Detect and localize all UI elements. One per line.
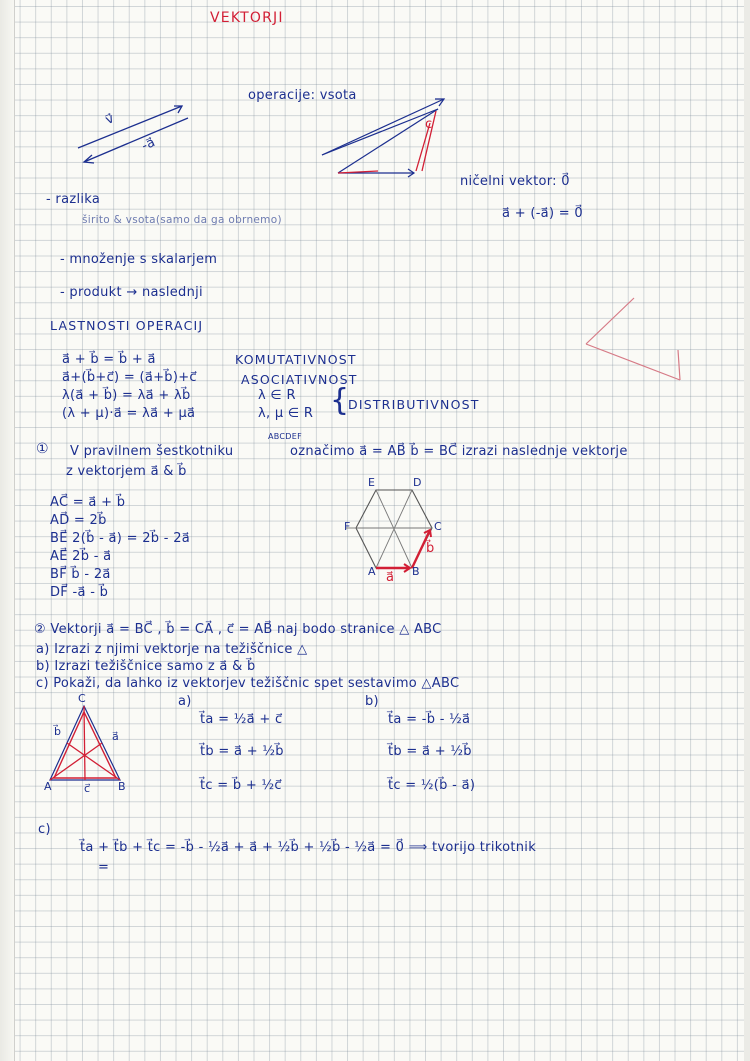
right-edge: [744, 0, 750, 1061]
exercise1-text-a: V pravilnem šestkotniku: [70, 444, 234, 459]
conclusion-equals-mark: =: [98, 860, 110, 875]
exercise1-answer-5: BF⃗ b⃗ - 2a⃗: [50, 567, 111, 582]
triangle-vector-a: a⃗: [112, 730, 120, 743]
vector-label-v: v⃗: [103, 111, 117, 128]
column-b-eq-1: t⃗a = -b⃗ - ½a⃗: [388, 712, 471, 727]
vector-sketch: [70, 100, 200, 170]
conclusion-equation: t⃗a + t⃗b + t⃗c = -b⃗ - ½a⃗ + a⃗ + ½b⃗ + ½b⃗ - ½a⃗ = 0⃗ ⟹ tvorijo trikotnik: [80, 840, 537, 855]
hexagon-label-a: A: [368, 565, 376, 578]
triangle-label-b: B: [118, 780, 126, 793]
hexagon-label-c: C: [434, 520, 442, 533]
hexagon-figure: [346, 478, 456, 588]
property-row-1-name: KOMUTATIVNOST: [235, 352, 357, 367]
exercise1-text-b: označimo a⃗ = AB⃗ b⃗ = BC⃗ izrazi naslednje vektorje: [290, 444, 628, 459]
properties-heading: LASTNOSTI OPERACIJ: [50, 318, 204, 333]
property-row-4-formula: (λ + μ)·a⃗ = λa⃗ + μa⃗: [62, 406, 196, 421]
exercise1-answer-3: BE⃗ 2(b⃗ - a⃗) = 2b⃗ - 2a⃗: [50, 531, 191, 546]
note-razlika: - razlika: [46, 192, 101, 207]
conclusion-label: c): [38, 822, 51, 837]
column-a-eq-2: t⃗b = a⃗ + ½b⃗: [200, 744, 284, 759]
triangle-label-a: A: [44, 780, 52, 793]
property-row-2-name: ASOCIATIVNOST: [241, 372, 358, 387]
operations-heading: operacije: vsota: [248, 88, 357, 103]
column-a-eq-3: t⃗c = b⃗ + ½c⃗: [200, 778, 282, 793]
column-b-label: b): [365, 694, 379, 709]
exercise1-answer-6: DF⃗ -a⃗ - b⃗: [50, 585, 109, 600]
hexagon-vector-b: b⃗: [426, 541, 435, 556]
note-razlika-sub: širito & vsota(samo da ga obrnemo): [82, 214, 282, 226]
exercise2-item-b: b) Izrazi težiščnice samo z a⃗ & b⃗: [36, 659, 256, 674]
zero-vector-equation: a⃗ + (-a⃗) = 0⃗: [502, 206, 583, 221]
exercise2-text: ② Vektorji a⃗ = BC⃗ , b⃗ = CA⃗ , c⃗ = AB⃗ naj bodo stranice △ ABC: [34, 622, 442, 637]
exercise2-item-a: a) Izrazi z njimi vektorje na težiščnice △: [36, 642, 308, 657]
hexagon-label-b: B: [412, 565, 420, 578]
exercise1-number: ①: [36, 441, 49, 457]
hexagon-label-e: E: [368, 476, 376, 489]
exercise2-item-c: c) Pokaži, da lahko iz vektorjev težiščnic spet sestavimo △ABC: [36, 676, 460, 691]
distributivity-brace: {: [330, 383, 350, 418]
vector-sum-sketch: [318, 95, 458, 190]
page-title: VEKTORJI: [210, 10, 284, 26]
exercise1-answer-1: AC⃗ = a⃗ + b⃗: [50, 495, 126, 510]
property-row-1-formula: a⃗ + b⃗ = b⃗ + a⃗: [62, 352, 156, 367]
column-a-label: a): [178, 694, 192, 709]
sum-label-c: c: [425, 117, 433, 132]
column-b-eq-3: t⃗c = ½(b⃗ - a⃗): [388, 778, 476, 793]
property-row-2-formula: a⃗+(b⃗+c⃗) = (a⃗+b⃗)+c⃗: [62, 370, 197, 385]
triangle-label-c: C: [78, 692, 86, 705]
property-row-3-cond: λ ∈ R: [258, 388, 296, 403]
exercise1-text-c: z vektorjem a⃗ & b⃗: [66, 464, 187, 479]
hexagon-label-d: D: [413, 476, 422, 489]
note-mnozenje: - množenje s skalarjem: [60, 252, 218, 267]
triangle-vector-b: b⃗: [54, 725, 62, 738]
vector-label-neg-a: -a⃗: [139, 134, 158, 155]
column-b-eq-2: t⃗b = a⃗ + ½b⃗: [388, 744, 472, 759]
hexagon-label-f: F: [344, 520, 351, 533]
property-row-4-cond: λ, μ ∈ R: [258, 406, 314, 421]
zero-vector-label: ničelni vektor: 0⃗: [460, 174, 570, 189]
property-row-3-formula: λ(a⃗ + b⃗) = λa⃗ + λb⃗: [62, 388, 191, 403]
triangle-figure: [40, 700, 140, 790]
note-produkt: - produkt → naslednji: [60, 285, 203, 300]
exercise1-superscript: ABCDEF: [268, 432, 303, 441]
red-vector-sketch: [578, 294, 688, 384]
distributivity-label: DISTRIBUTIVNOST: [348, 397, 480, 412]
column-a-eq-1: t⃗a = ½a⃗ + c⃗: [200, 712, 283, 727]
exercise1-answer-2: AD⃗ = 2b⃗: [50, 513, 107, 528]
binding-edge: [0, 0, 15, 1061]
triangle-vector-c: c⃗: [84, 782, 91, 795]
hexagon-vector-a: a⃗: [386, 570, 395, 585]
exercise1-answer-4: AE⃗ 2b⃗ - a⃗: [50, 549, 112, 564]
